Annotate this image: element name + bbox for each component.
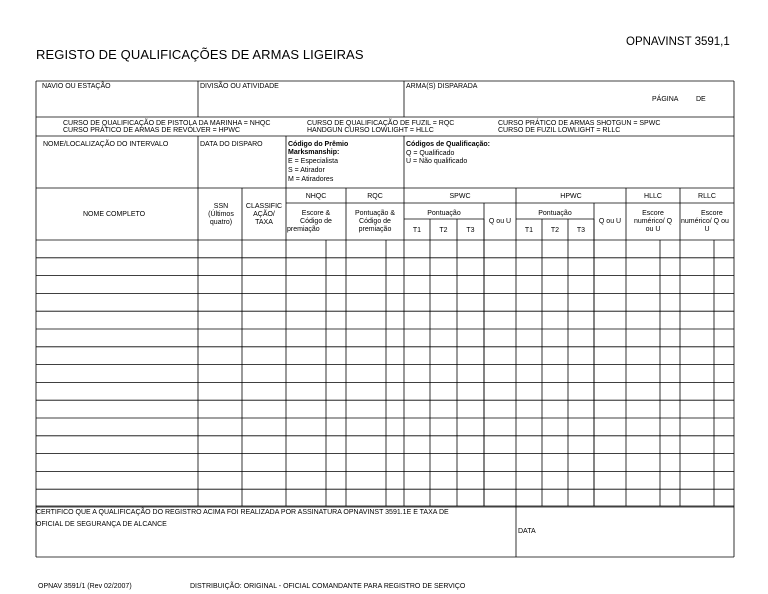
rating-header-1: CLASSIFIC xyxy=(245,203,283,210)
spwc-t2: T2 xyxy=(439,227,448,234)
rqc-sub-3: premiação xyxy=(358,226,392,233)
rllc-sub-2: numérico/ Q ou xyxy=(681,218,729,225)
document-code: OPNAVINST 3591,1 xyxy=(626,36,730,48)
signature-field[interactable] xyxy=(36,530,514,556)
hllc-sub-1: Escore xyxy=(642,210,664,217)
spwc-q-or-u: Q ou U xyxy=(488,218,512,225)
weapon-label: ARMA(S) DISPARADA xyxy=(406,83,478,90)
spwc-header: SPWC xyxy=(449,193,471,200)
course-spwc: CURSO PRÁTICO DE ARMAS SHOTGUN = SPWC xyxy=(498,120,661,127)
qualification-code-q: Q = Qualificado xyxy=(406,150,455,157)
division-field[interactable] xyxy=(200,92,404,117)
hpwc-t3: T3 xyxy=(576,227,586,234)
ship-station-field[interactable] xyxy=(36,92,198,117)
weapon-field[interactable] xyxy=(406,92,644,117)
distribution-note: DISTRIBUIÇÃO: ORIGINAL - OFICIAL COMANDANTE PARA REGISTRO DE SERVIÇO xyxy=(190,583,466,590)
range-field[interactable] xyxy=(36,150,198,186)
hpwc-q-or-u: Q ou U xyxy=(598,218,622,225)
award-code-m: M = Atiradores xyxy=(288,176,334,183)
hpwc-t2: T2 xyxy=(550,227,560,234)
course-nhqc: CURSO DE QUALIFICAÇÃO DE PISTOLA DA MARINHA = NHQC xyxy=(63,120,271,127)
hllc-sub-2: numérico/ Q xyxy=(633,218,673,225)
rqc-sub-2: Código de xyxy=(359,218,391,225)
rqc-header: RQC xyxy=(367,193,383,200)
nhqc-sub-2: Código de xyxy=(300,218,332,225)
rllc-header: RLLC xyxy=(698,193,716,200)
form-id: OPNAV 3591/1 (Rev 02/2007) xyxy=(38,583,132,590)
course-rqc: CURSO DE QUALIFICAÇÃO DE FUZIL = RQC xyxy=(307,120,455,127)
hllc-sub-3: ou U xyxy=(645,226,661,233)
hpwc-score-header: Pontuação xyxy=(538,210,572,217)
nhqc-sub-1: Escore & xyxy=(301,210,331,217)
qualification-code-u: U = Não qualificado xyxy=(406,158,468,165)
spwc-score-header: Pontuação xyxy=(427,210,461,217)
nhqc-sub-3: premiação xyxy=(287,226,320,233)
ship-station-label: NAVIO OU ESTAÇÃO xyxy=(42,83,111,90)
hpwc-header: HPWC xyxy=(560,193,582,200)
range-safety-officer-label: OFICIAL DE SEGURANÇA DE ALCANCE xyxy=(36,521,167,528)
rllc-sub-1: Escore xyxy=(701,210,723,217)
course-rllc: CURSO DE FUZIL LOWLIGHT = RLLC xyxy=(498,127,621,134)
hllc-header: HLLC xyxy=(644,193,662,200)
course-hllc: HANDGUN CURSO LOWLIGHT = HLLC xyxy=(307,127,434,134)
ssn-header-3: quatro) xyxy=(209,219,233,226)
date-field[interactable] xyxy=(516,536,734,556)
qualification-code-title: Códigos de Qualificação: xyxy=(406,141,491,148)
full-name-header: NOME COMPLETO xyxy=(83,211,146,218)
of-label: DE xyxy=(696,96,706,103)
ssn-header-1: SSN xyxy=(213,203,229,210)
award-code-e: E = Especialista xyxy=(288,158,338,165)
date-label: DATA xyxy=(518,528,536,535)
firing-date-label: DATA DO DISPARO xyxy=(200,141,263,148)
certification-text: CERTIFICO QUE A QUALIFICAÇÃO DO REGISTRO ACIMA FOI REALIZADA POR ASSINATURA OPNAVINST 3591.1E E TAXA DE xyxy=(36,509,449,516)
rating-header-3: TAXA xyxy=(255,219,273,226)
page-label: PÁGINA xyxy=(652,96,679,103)
ssn-header-2: (Últimos xyxy=(208,211,234,218)
firing-date-field[interactable] xyxy=(200,150,286,186)
form-title: REGISTO DE QUALIFICAÇÕES DE ARMAS LIGEIRAS xyxy=(36,47,364,62)
award-code-title: Código do Prêmio Marksmanship: xyxy=(288,141,349,156)
hpwc-t1: T1 xyxy=(524,227,534,234)
nhqc-header: NHQC xyxy=(305,193,327,200)
rating-header-2: AÇÃO/ xyxy=(253,211,275,218)
spwc-t1: T1 xyxy=(412,227,422,234)
rqc-sub-1: Pontuação & xyxy=(354,210,396,217)
range-label: NOME/LOCALIZAÇÃO DO INTERVALO xyxy=(43,141,169,148)
spwc-t3: T3 xyxy=(466,227,475,234)
division-label: DIVISÃO OU ATIVIDADE xyxy=(200,83,279,90)
award-code-s: S = Atirador xyxy=(288,167,325,174)
rllc-sub-3: U xyxy=(704,226,710,233)
course-hpwc: CURSO PRÁTICO DE ARMAS DE REVÓLVER = HPWC xyxy=(63,127,241,134)
